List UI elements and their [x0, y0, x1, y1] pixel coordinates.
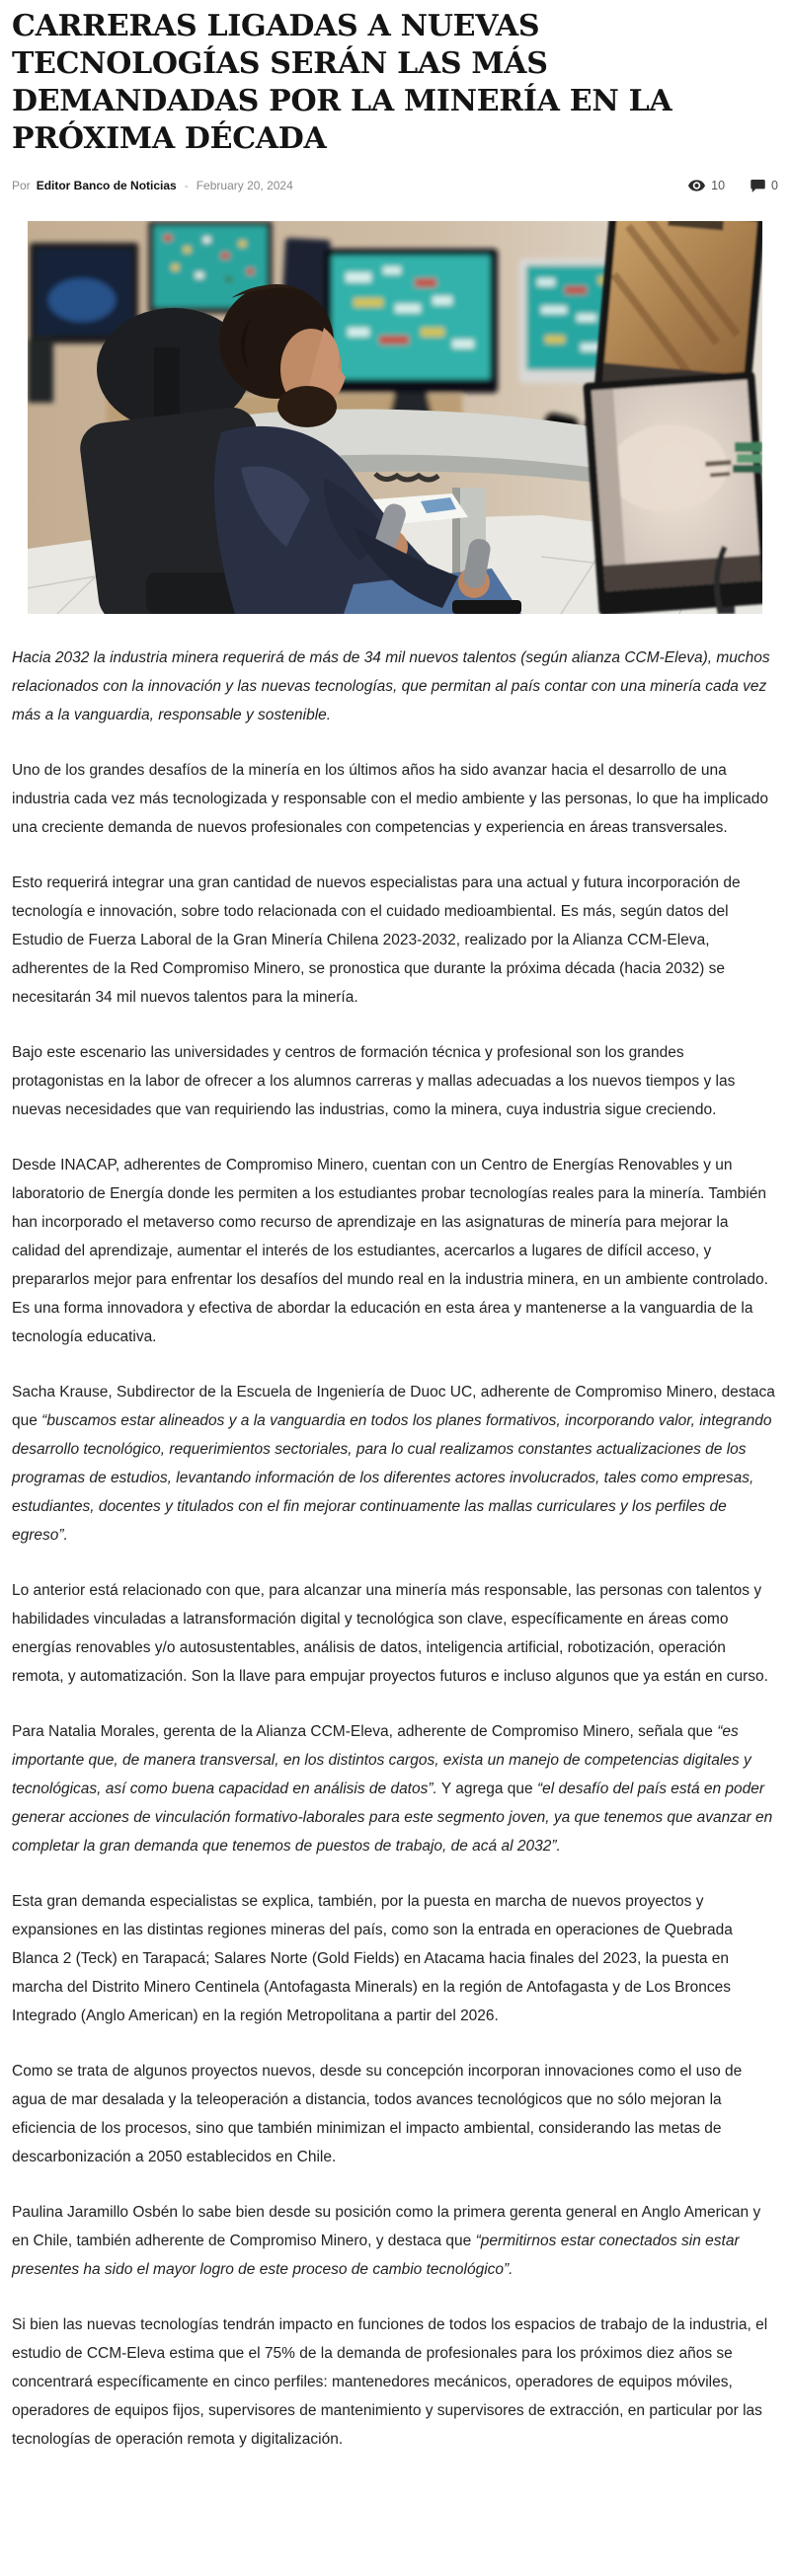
article-page: [0, 8, 790, 2490]
comments-count: 0: [771, 179, 778, 192]
paragraph: Bajo este escenario las universidades y centros de formación técnica y profesional son los grandes protagonistas en la labor de ofrecer a los alumnos carreras y mallas adecuadas a los nuevos tiempos y las nuevas necesidades que van requiriendo las industrias, como la minera, cuya industria sigue creciendo.: [12, 1044, 736, 1118]
paragraph: Para Natalia Morales, gerenta de la Alianza CCM-Eleva, adherente de Compromiso Minero, señala que “es importante que, de manera transversal, en los distintos cargos, exista un manejo de competencias digitales y tecnológicas, así como buena capacidad en análisis de datos”. Y agrega que “el desafío del país está en poder generar acciones de vinculación formativo-laborales para este segmento joven, ya que tenemos que avanzar en completar la gran demanda que tenemos de puestos de trabajo, de acá al 2032”.: [12, 1723, 773, 1855]
paragraph: Desde INACAP, adherentes de Compromiso Minero, cuentan con un Centro de Energías Renovables y un laboratorio de Energía donde les permiten a los estudiantes probar tecnologías reales para la minería. También han incorporado el metaverso como recurso de aprendizaje en las asignaturas de minería para mejorar la calidad del aprendizaje, aumentar el interés de los estudiantes, acercarlos a lugares de difícil acceso, y prepararlos mejor para enfrentar los desafíos del mundo real en la industria minera, en un ambiente controlado. Es una forma innovadora y efectiva de abordar la educación en esta área y mantenerse a la vanguardia de la tecnología educativa.: [12, 1157, 768, 1345]
paragraph: Como se trata de algunos proyectos nuevos, desde su concepción incorporan innovaciones como el uso de agua de mar desalada y la teleoperación a distancia, todos avances tecnológicos que no sólo mejoran la eficiencia de los procesos, sino que también minimizan el impacto ambiental, considerando las metas de descarbonización a 2050 establecidos en Chile.: [12, 2063, 743, 2165]
byline-separator: -: [184, 179, 189, 192]
paragraph: Uno de los grandes desafíos de la minería en los últimos años ha sido avanzar hacia el desarrollo de una industria cada vez más tecnologizada y responsable con el medio ambiente y las personas, lo que ha implicado una creciente demanda de nuevos profesionales con competencias y experiencia en áreas transversales.: [12, 762, 768, 836]
paragraph: Esto requerirá integrar una gran cantidad de nuevos especialistas para una actual y futura incorporación de tecnología e innovación, sobre todo relacionada con el cuidado medioambiental. Es más, según datos del Estudio de Fuerza Laboral de la Gran Minería Chilena 2023-2032, realizado por la Alianza CCM-Eleva, adherentes de la Red Compromiso Minero, se pronostica que durante la próxima década (hacia 2032) se necesitarán 34 mil nuevos talentos para la minería.: [12, 874, 741, 1006]
views-counter: [688, 179, 725, 192]
views-count: 10: [711, 179, 726, 192]
comment-icon: [750, 180, 765, 192]
eye-icon: [688, 180, 705, 191]
publish-date: February 20, 2024: [196, 179, 293, 192]
byline: [12, 176, 778, 195]
comments-counter[interactable]: [750, 179, 778, 192]
control-room-photo-illustration: [28, 221, 762, 614]
article-photo: [28, 221, 762, 614]
paragraph: Sacha Krause, Subdirector de la Escuela de Ingeniería de Duoc UC, adherente de Compromiso Minero, destaca que “buscamos estar alineados y a la vanguardia en todos los planes formativos, incorporando valor, integrando desarrollo tecnológico, requerimientos sectoriales, para lo cual realizamos constantes actualizaciones de los programas de estudios, levantando información de los diferentes actores involucrados, tales como empresas, estudiantes, docentes y titulados con el fin mejorar continuamente las mallas curriculares y los perfiles de egreso”.: [12, 1384, 775, 1544]
article-body: [12, 644, 778, 2490]
byline-meta: [688, 179, 778, 192]
paragraph: Esta gran demanda especialistas se explica, también, por la puesta en marcha de nuevos proyectos y expansiones en las distintas regiones mineras del país, como son la entrada en operaciones de Quebrada Blanca 2 (Teck) en Tarapacá; Salares Norte (Gold Fields) en Atacama hacia finales del 2023, la puesta en marcha del Distrito Minero Centinela (Antofagasta Minerals) en la región de Antofagasta y de Los Bronces Integrado (Anglo American) en la región Metropolitana a partir del 2026.: [12, 1893, 733, 2024]
lead-paragraph: Hacia 2032 la industria minera requerirá de más de 34 mil nuevos talentos (según alianza CCM-Eleva), muchos relacionados con la innovación y las nuevas tecnologías, que permitan al país contar con una minería cada vez más a la vanguardia, responsable y sostenible.: [12, 649, 770, 723]
paragraph: Si bien las nuevas tecnologías tendrán impacto en funciones de todos los espacios de trabajo de la industria, el estudio de CCM-Eleva estima que el 75% de la demanda de profesionales para los próximos diez años se concentrará específicamente en cinco perfiles: mantenedores mecánicos, operadores de equipos móviles, operadores de equipos fijos, supervisores de mantenimiento y supervisores de extracción, en particular por las tecnologías de operación remota y digitalización.: [12, 2316, 768, 2448]
page-title: CARRERAS LIGADAS A NUEVAS TECNOLOGÍAS SERÁN LAS MÁS DEMANDADAS POR LA MINERÍA EN LA PRÓXIMA DÉCADA: [12, 9, 672, 156]
author-link[interactable]: Editor Banco de Noticias: [36, 179, 177, 192]
paragraph: Paulina Jaramillo Osbén lo sabe bien desde su posición como la primera gerenta general en Anglo American y en Chile, también adherente de Compromiso Minero, y destaca que “permitirnos estar conectados sin estar presentes ha sido el mayor logro de este proceso de cambio tecnológico”.: [12, 2204, 761, 2278]
paragraph: Lo anterior está relacionado con que, para alcanzar una minería más responsable, las personas con talentos y habilidades vinculadas a latransformación digital y tecnológica son clave, específicamente en áreas como energías renovables y/o autosustentables, análisis de datos, inteligencia artificial, robotización, operación remota, y automatización. Son la llave para empujar proyectos futuros e incluso algunos que ya están en curso.: [12, 1582, 768, 1685]
byline-por-label: Por: [12, 179, 31, 192]
